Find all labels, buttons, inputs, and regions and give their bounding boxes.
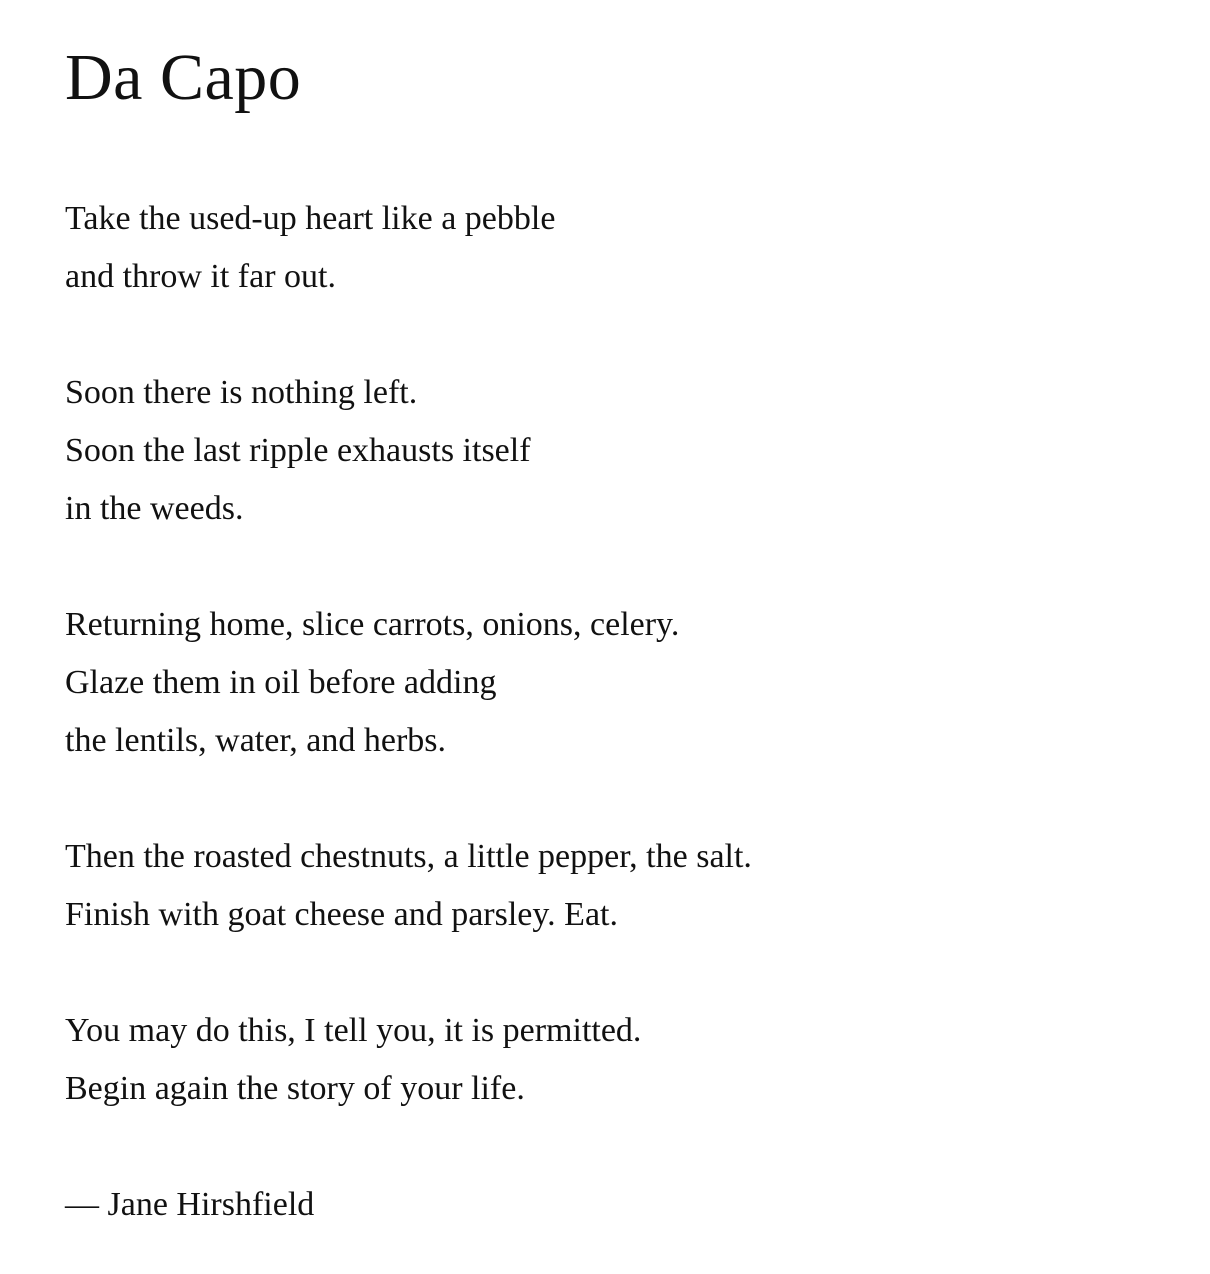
poem-line: Returning home, slice carrots, onions, celery. xyxy=(65,606,680,643)
stanza-5 xyxy=(65,1002,1165,1118)
stanza-4 xyxy=(65,828,1165,944)
poem-line: Soon there is nothing left. xyxy=(65,374,418,411)
stanza-1 xyxy=(65,190,1165,306)
stanza-2 xyxy=(65,364,1165,538)
poem-line: and throw it far out. xyxy=(65,258,336,295)
poem-title: Da Capo xyxy=(65,41,302,114)
poem-line: You may do this, I tell you, it is permitted. xyxy=(65,1012,642,1049)
poem-line: Soon the last ripple exhausts itself xyxy=(65,432,531,469)
poem-line: in the weeds. xyxy=(65,490,244,527)
poem-line: Glaze them in oil before adding xyxy=(65,664,497,701)
poem-line: Take the used-up heart like a pebble xyxy=(65,200,556,237)
poem-body xyxy=(65,190,1165,1234)
stanza-3 xyxy=(65,596,1165,770)
poem-line: Begin again the story of your life. xyxy=(65,1070,525,1107)
poem-page xyxy=(65,0,1165,1234)
poem-line: Then the roasted chestnuts, a little pepper, the salt. xyxy=(65,838,752,875)
poem-attribution: — Jane Hirshfield xyxy=(65,1186,315,1223)
poem-line: the lentils, water, and herbs. xyxy=(65,722,447,759)
poem-line: Finish with goat cheese and parsley. Eat. xyxy=(65,896,618,933)
